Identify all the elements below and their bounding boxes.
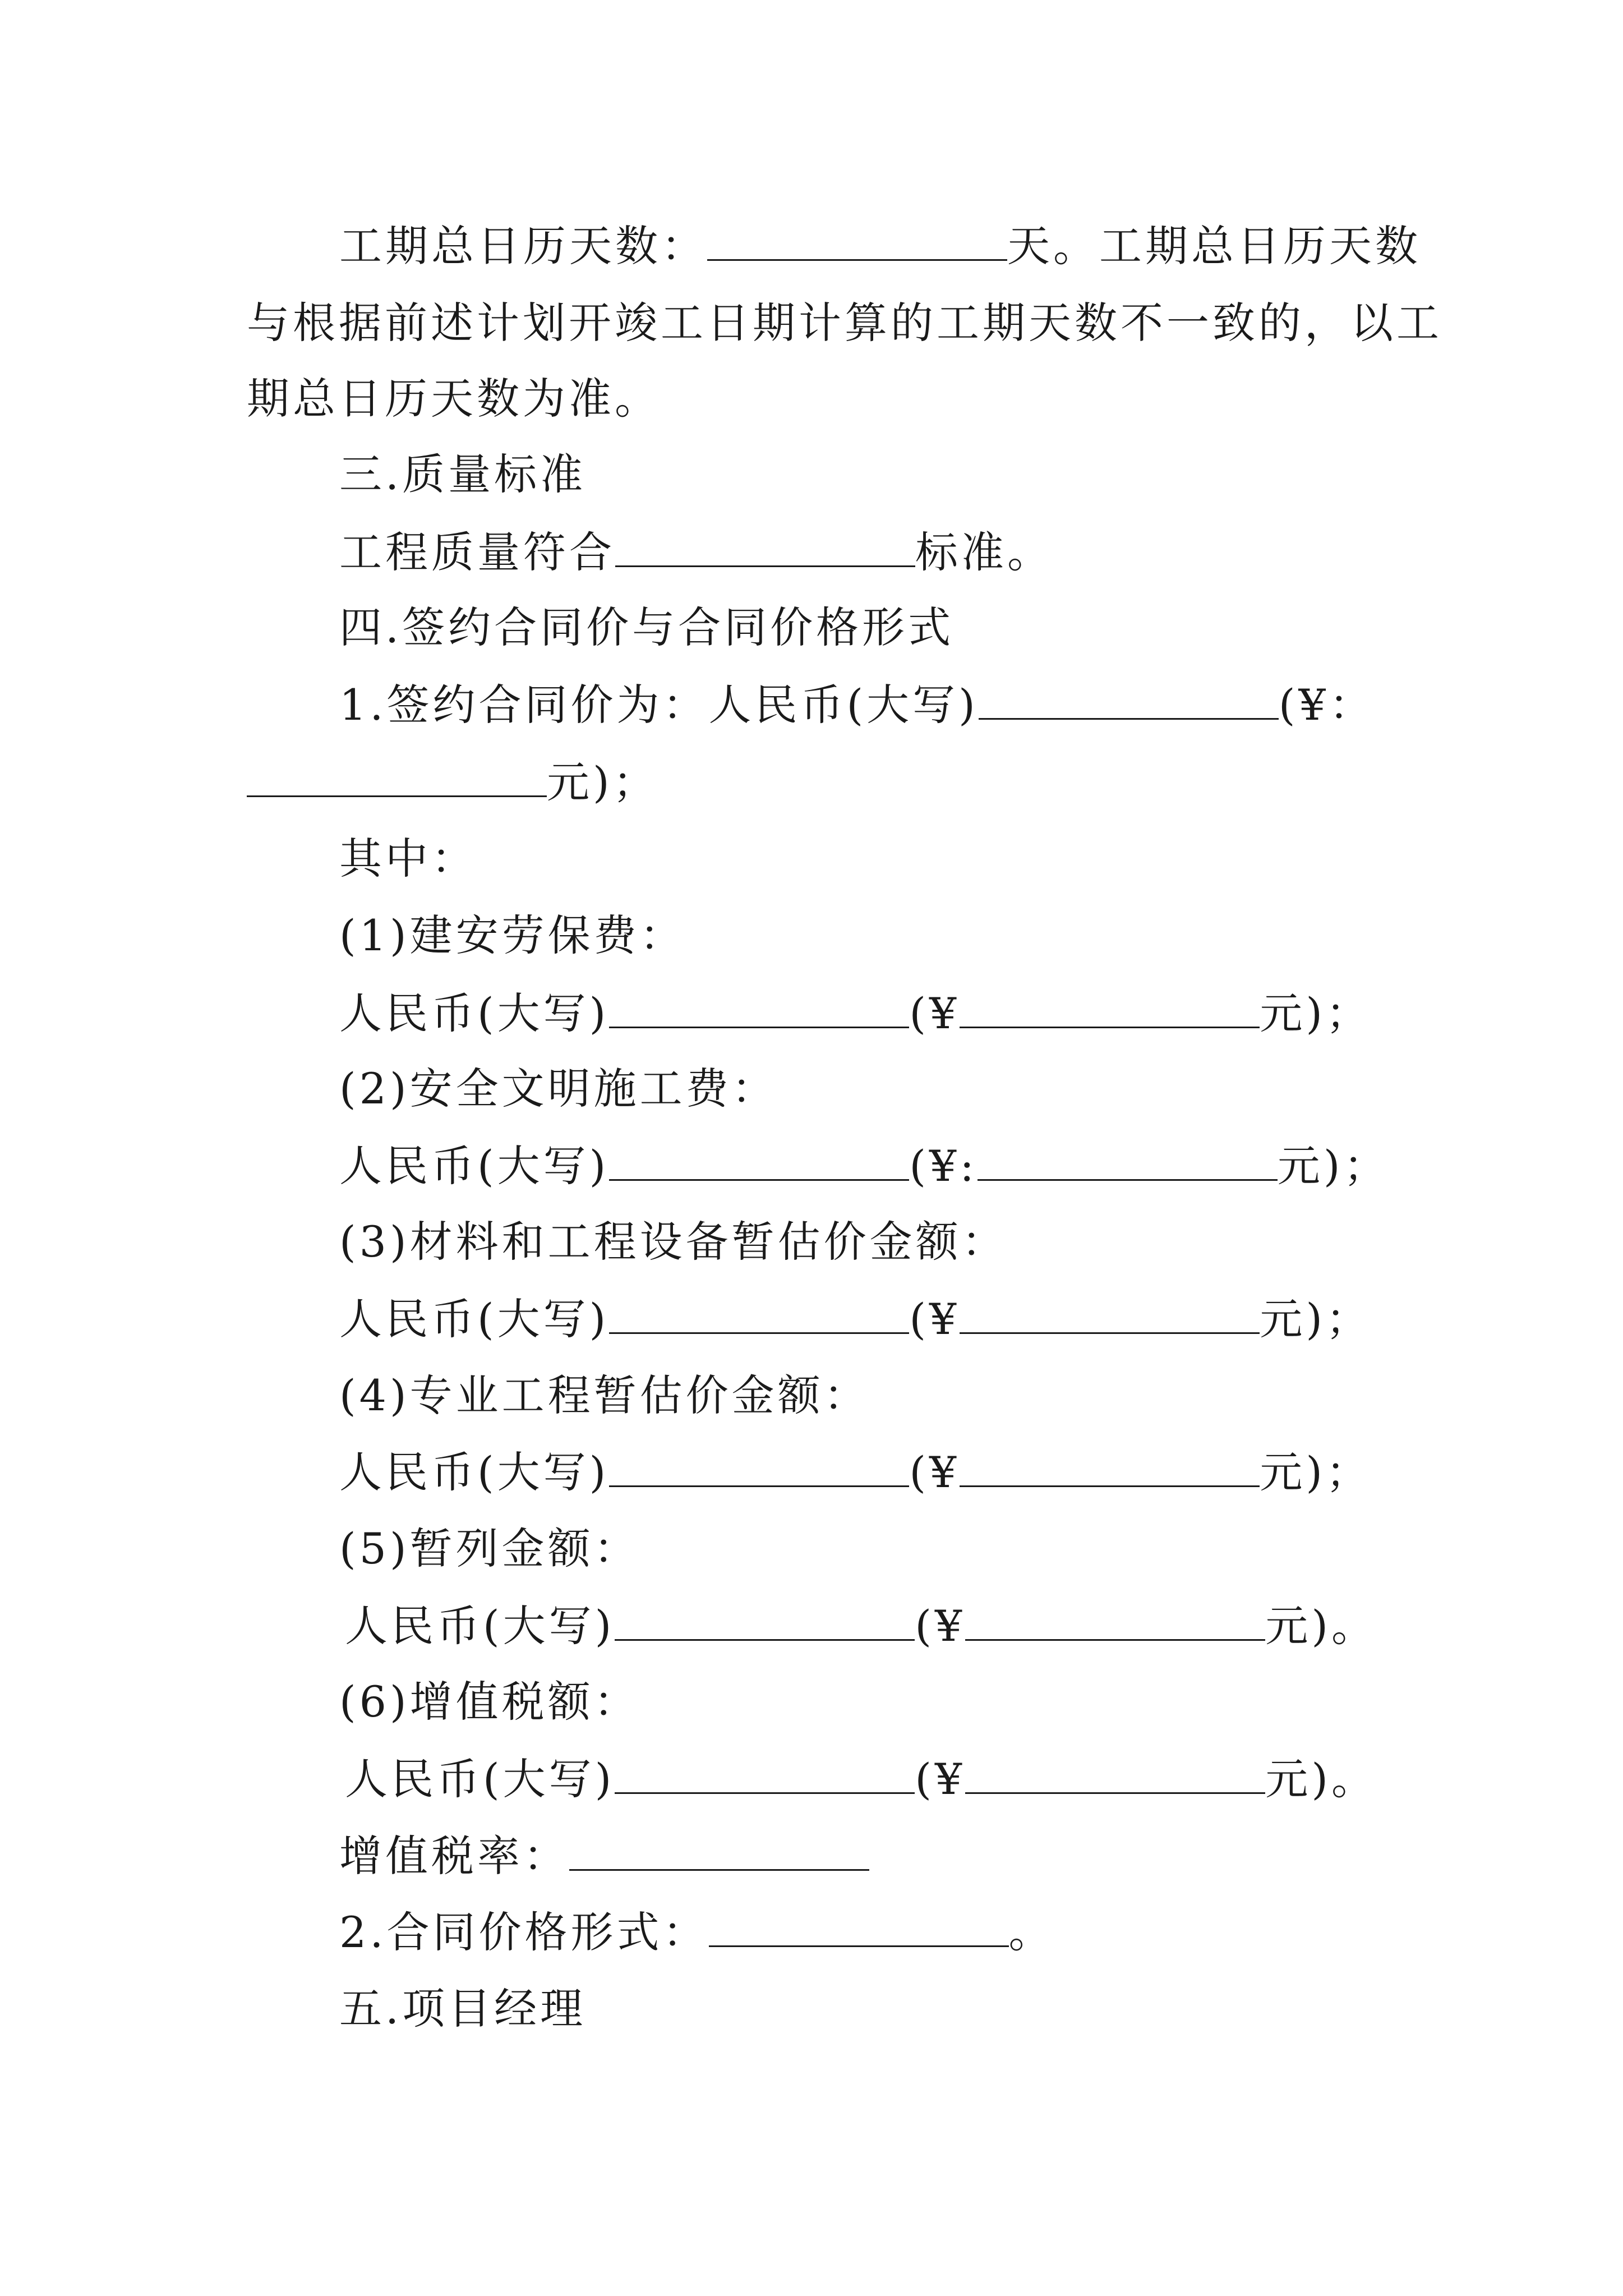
amount-figure-field[interactable] <box>960 1446 1260 1487</box>
contract-price-words-field[interactable] <box>979 679 1279 720</box>
quality-suffix: 标准。 <box>915 527 1053 577</box>
vat-rate-field[interactable] <box>569 1830 869 1871</box>
section3-heading: 三.质量标准 <box>339 449 587 499</box>
yen-open: (¥: <box>909 1141 978 1191</box>
amount-figure-field[interactable] <box>978 1140 1278 1181</box>
amount-words-field[interactable] <box>615 1600 915 1641</box>
among-label: 其中： <box>339 834 477 884</box>
contract-price-open: (¥： <box>1278 680 1375 730</box>
rmb-label: 人民币(大写) <box>339 1141 610 1191</box>
amount-figure-field[interactable] <box>960 987 1260 1028</box>
item-title: (6)增值税额： <box>339 1677 640 1727</box>
vat-rate-line <box>339 1830 869 1882</box>
section4-heading: 四.签约合同价与合同价格形式 <box>339 602 955 652</box>
yen-open: (¥ <box>909 1447 960 1497</box>
rmb-label: 人民币(大写) <box>339 1447 610 1497</box>
contract-price-figure-field[interactable] <box>247 756 547 797</box>
item-title: (2)安全文明施工费： <box>339 1064 778 1114</box>
contract-price-line <box>339 679 1375 731</box>
yuan-close: 元)； <box>1260 988 1372 1038</box>
item-title: (3)材料和工程设备暂估价金额： <box>339 1217 1008 1267</box>
amount-figure-field[interactable] <box>960 1293 1260 1334</box>
item-title: (4)专业工程暂估价金额： <box>339 1370 870 1420</box>
amount-words-field[interactable] <box>615 1753 915 1794</box>
item-amount-line <box>339 1446 1372 1498</box>
item-title: (5)暂列金额： <box>339 1524 640 1573</box>
price-form-suffix: 。 <box>1008 1907 1055 1957</box>
item-amount-line <box>339 1140 1390 1192</box>
yuan-close: 元)。 <box>1265 1754 1377 1804</box>
item-amount-line <box>345 1600 1377 1652</box>
duration-label: 工期总日历天数： <box>339 221 707 271</box>
contract-price-prefix: 1.签约合同价为：人民币(大写) <box>339 680 979 730</box>
quality-line <box>339 526 1053 578</box>
yuan-close: 元)。 <box>1265 1601 1377 1651</box>
rmb-label: 人民币(大写) <box>345 1754 615 1804</box>
duration-days-field[interactable] <box>707 220 1007 261</box>
amount-figure-field[interactable] <box>965 1600 1265 1641</box>
duration-line-3: 期总日历天数为准。 <box>247 374 661 424</box>
item-title: (1)建安劳保费： <box>339 910 686 960</box>
amount-words-field[interactable] <box>609 1140 909 1181</box>
vat-rate-label: 增值税率： <box>339 1831 569 1881</box>
section5-heading: 五.项目经理 <box>339 1984 587 2033</box>
price-form-label: 2.合同价格形式： <box>339 1907 709 1957</box>
price-form-line <box>339 1906 1055 1958</box>
duration-unit-text: 天。工期总日历天数 <box>1007 221 1421 271</box>
yuan-close: 元)； <box>1260 1294 1372 1344</box>
rmb-label: 人民币(大写) <box>339 988 610 1038</box>
quality-prefix: 工程质量符合 <box>339 527 615 577</box>
item-amount-line <box>339 987 1372 1039</box>
quality-standard-field[interactable] <box>615 526 915 567</box>
amount-words-field[interactable] <box>609 1293 909 1334</box>
yuan-close: 元)； <box>1260 1447 1372 1497</box>
yen-open: (¥ <box>909 1294 960 1344</box>
item-amount-line <box>339 1293 1372 1345</box>
yuan-close: 元)； <box>1277 1141 1390 1191</box>
duration-line-1 <box>339 220 1421 272</box>
amount-words-field[interactable] <box>609 1446 909 1487</box>
amount-words-field[interactable] <box>609 987 909 1028</box>
item-amount-line <box>345 1753 1377 1805</box>
contract-price-line-2 <box>247 756 659 808</box>
duration-line-2: 与根据前述计划开竣工日期计算的工期天数不一致的，以工 <box>247 298 1442 348</box>
price-form-field[interactable] <box>709 1906 1009 1947</box>
yen-open: (¥ <box>915 1601 966 1651</box>
rmb-label: 人民币(大写) <box>339 1294 610 1344</box>
rmb-label: 人民币(大写) <box>345 1601 615 1651</box>
contract-price-close: 元)； <box>547 757 659 807</box>
yen-open: (¥ <box>909 988 960 1038</box>
yen-open: (¥ <box>915 1754 966 1804</box>
amount-figure-field[interactable] <box>965 1753 1265 1794</box>
